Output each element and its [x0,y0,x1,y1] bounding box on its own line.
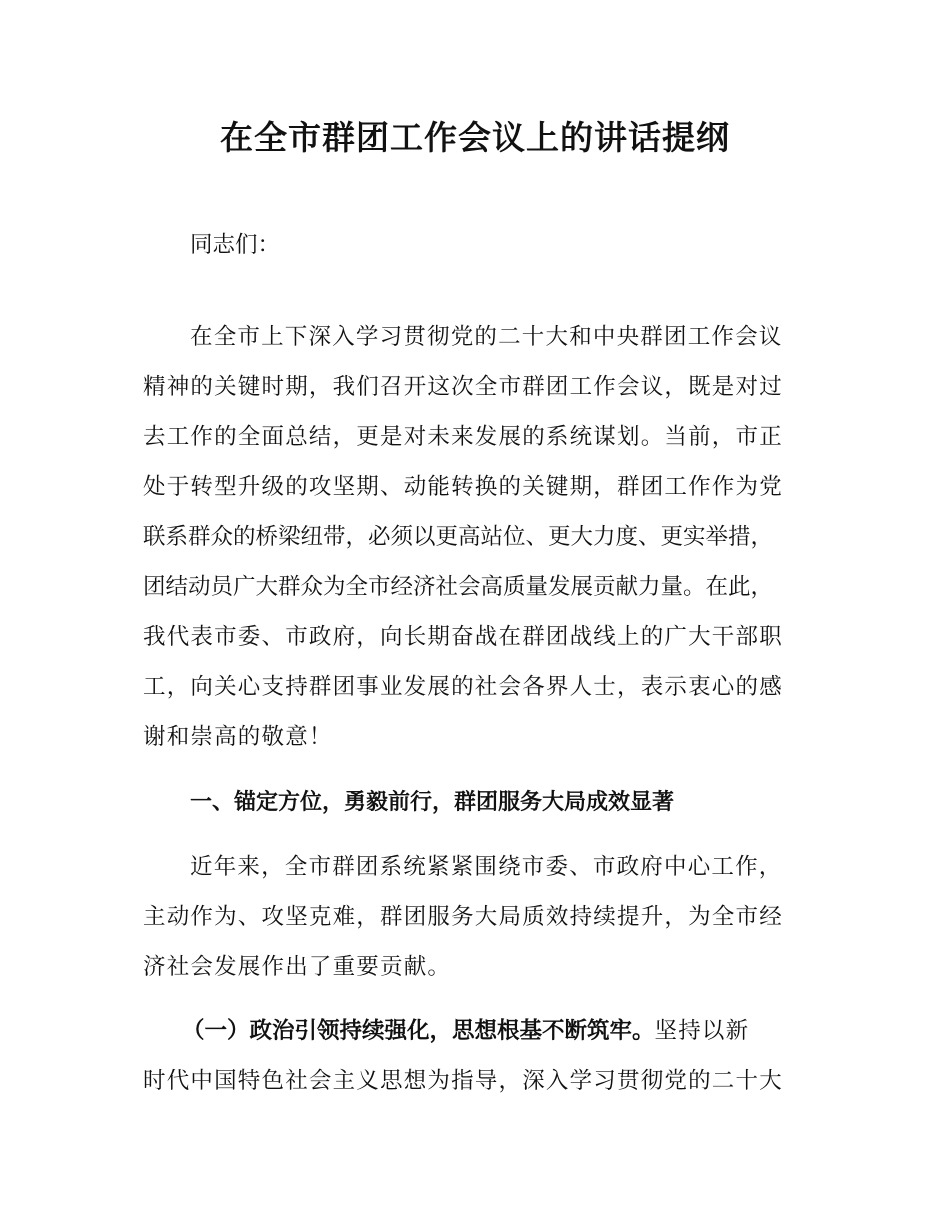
paragraph-line: 去工作的全面总结，更是对未来发展的系统谋划。当前，市正 [143,424,783,450]
document-title: 在全市群团工作会议上的讲话提纲 [220,118,730,157]
paragraph-line: 精神的关键时期，我们召开这次全市群团工作会议，既是对过 [143,374,783,400]
paragraph-line: 工，向关心支持群团事业发展的社会各界人士，表示衷心的感 [143,674,783,700]
subsection-heading: （一）政治引领持续强化，思想根基不断筑牢。 [182,1018,655,1044]
section-heading: 一、锚定方位，勇毅前行，群团服务大局成效显著 [190,790,675,815]
paragraph-line: 在全市上下深入学习贯彻党的二十大和中央群团工作会议 [190,324,783,350]
paragraph-line: 近年来，全市群团系统紧紧围绕市委、市政府中心工作， [190,854,783,880]
paragraph-line: 联系群众的桥梁纽带，必须以更高站位、更大力度、更实举措， [143,524,774,550]
paragraph-line: 时代中国特色社会主义思想为指导，深入学习贯彻党的二十大 [143,1068,783,1094]
salutation: 同志们： [190,232,281,258]
paragraph-line: 团结动员广大群众为全市经济社会高质量发展贡献力量。在此， [143,574,774,600]
paragraph-line: 处于转型升级的攻坚期、动能转换的关键期，群团工作作为党 [143,474,783,500]
paragraph-line: 主动作为、攻坚克难，群团服务大局质效持续提升，为全市经 [143,904,783,930]
paragraph-line: 济社会发展作出了重要贡献。 [143,954,452,980]
paragraph-line: 谢和崇高的敬意！ [143,724,333,750]
paragraph-line: 我代表市委、市政府，向长期奋战在群团战线上的广大干部职 [143,624,783,650]
subsection-line [182,1016,862,1046]
subsection-text: 坚持以新 [654,1018,750,1044]
